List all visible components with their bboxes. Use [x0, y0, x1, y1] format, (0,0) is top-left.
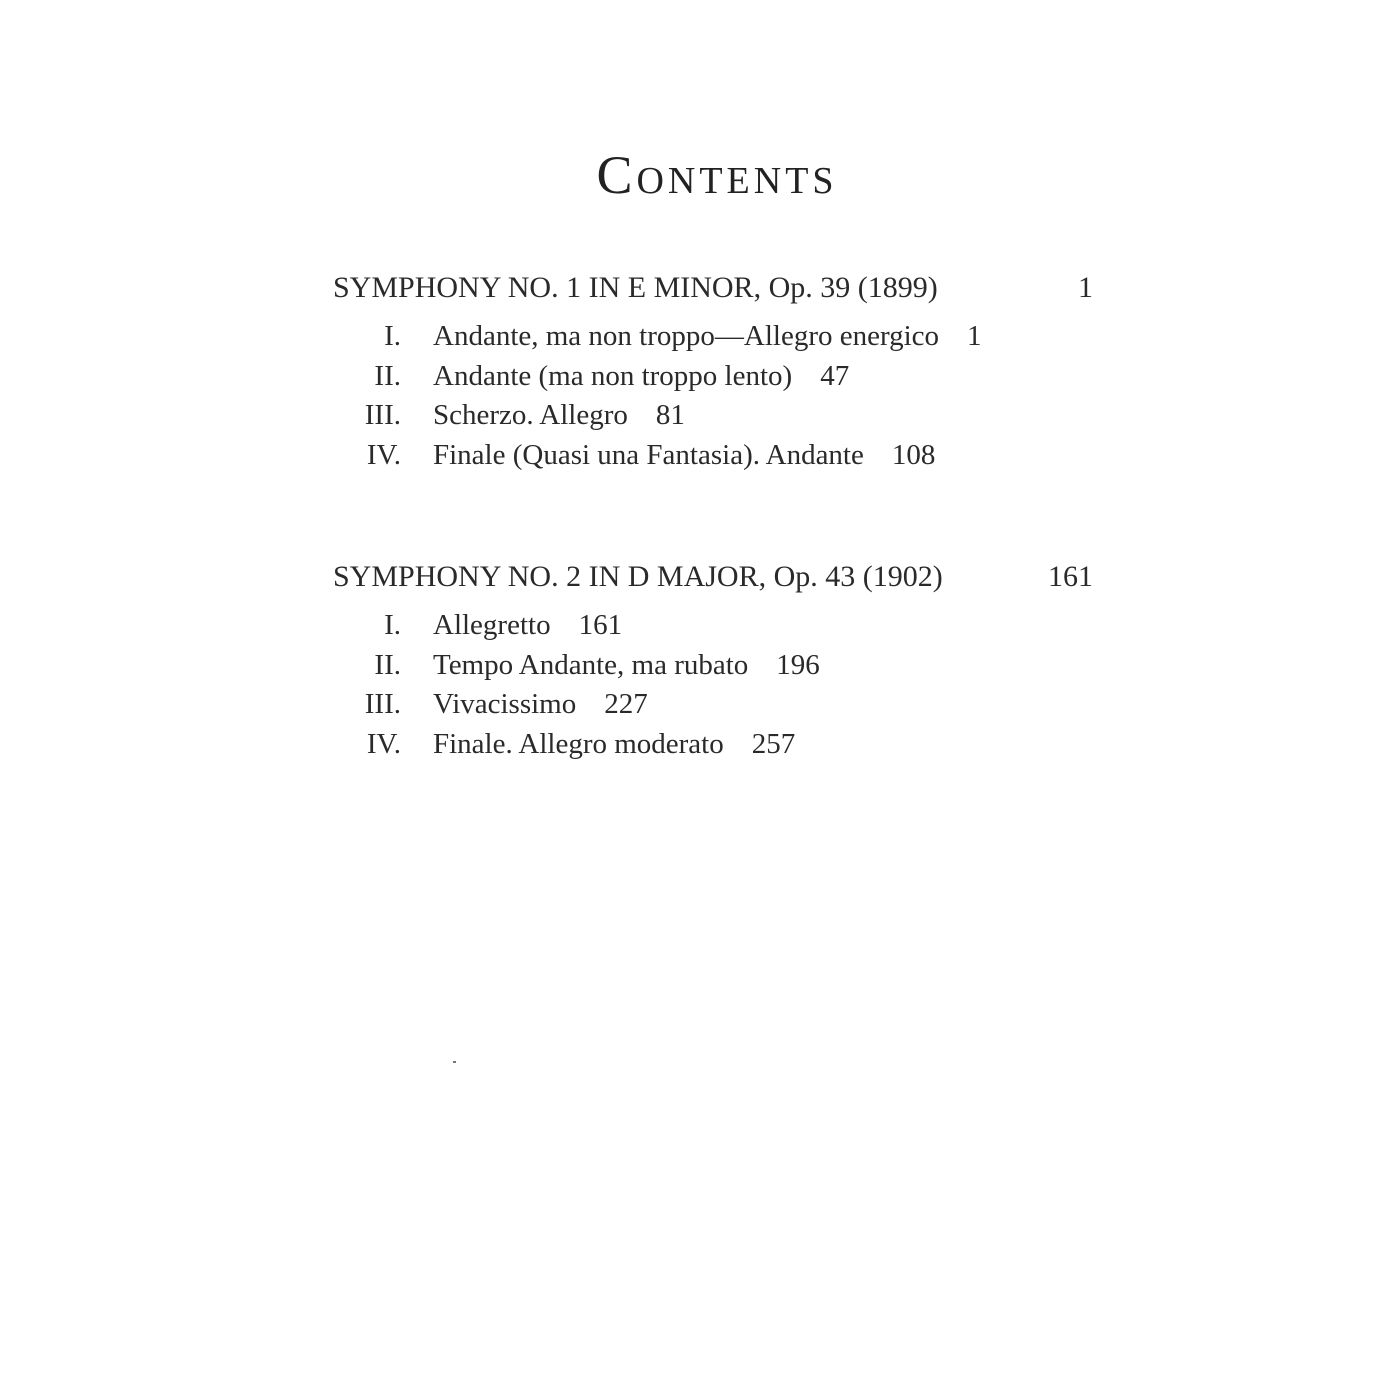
movement-numeral: I. — [384, 320, 401, 352]
movement-page-number: 47 — [820, 359, 850, 392]
movement-numeral: II. — [374, 648, 401, 681]
movement-page-number: 257 — [751, 727, 796, 760]
movement-title: Finale. Allegro moderato — [433, 727, 724, 760]
movement-entry[interactable] — [333, 685, 1093, 725]
movement-entry[interactable] — [333, 606, 1093, 646]
movement-numeral: I. — [384, 609, 401, 641]
movement-numeral: IV. — [366, 438, 401, 471]
movement-entry[interactable] — [333, 396, 1093, 436]
movement-title: Andante, ma non troppo—Allegro energico — [433, 320, 940, 352]
scan-speck — [453, 1061, 456, 1063]
movement-entry[interactable] — [333, 436, 1093, 476]
movement-numeral: IV. — [366, 727, 401, 760]
work-title: SYMPHONY NO. 2 IN D MAJOR, Op. 43 (1902) — [333, 560, 943, 593]
movement-title-wrap — [433, 396, 685, 436]
movement-title: Finale (Quasi una Fantasia). Andante — [433, 438, 864, 471]
movement-numeral: III. — [364, 688, 401, 720]
movement-title-wrap — [433, 317, 982, 357]
movement-page-number: 81 — [655, 399, 685, 431]
movement-title-wrap — [433, 646, 820, 686]
page-title: Contents — [596, 145, 838, 206]
work-page-number: 161 — [1048, 560, 1093, 593]
movement-page-number: 161 — [578, 609, 623, 641]
movement-title-wrap — [433, 606, 622, 646]
movement-page-number: 196 — [776, 648, 820, 681]
work-title: SYMPHONY NO. 1 IN E MINOR, Op. 39 (1899) — [333, 271, 938, 304]
movement-title: Tempo Andante, ma rubato — [433, 648, 749, 681]
movement-title-wrap — [433, 436, 935, 476]
movement-title-wrap — [433, 725, 795, 765]
movement-title: Scherzo. Allegro — [433, 399, 628, 431]
movement-list — [333, 317, 1093, 475]
movement-entry[interactable] — [333, 725, 1093, 765]
movement-page-number: 1 — [967, 320, 982, 352]
movement-list — [333, 606, 1093, 764]
contents-entry-symphony-2[interactable] — [333, 555, 1093, 599]
movement-title-wrap — [433, 357, 849, 397]
work-page-number: 1 — [1078, 271, 1093, 304]
movement-title: Vivacissimo — [433, 688, 577, 720]
movement-title-wrap — [433, 685, 648, 725]
movement-entry[interactable] — [333, 646, 1093, 686]
contents-entry-symphony-1[interactable] — [333, 266, 1093, 310]
movement-title: Allegretto — [433, 609, 551, 641]
movement-entry[interactable] — [333, 317, 1093, 357]
movement-entry[interactable] — [333, 357, 1093, 397]
movement-title: Andante (ma non troppo lento) — [433, 359, 793, 392]
contents-section-symphony-2 — [333, 555, 1093, 764]
movement-numeral: III. — [364, 399, 401, 431]
movement-numeral: II. — [374, 359, 401, 392]
movement-page-number: 227 — [604, 688, 648, 720]
contents-section-symphony-1 — [333, 266, 1093, 475]
movement-page-number: 108 — [891, 438, 936, 471]
